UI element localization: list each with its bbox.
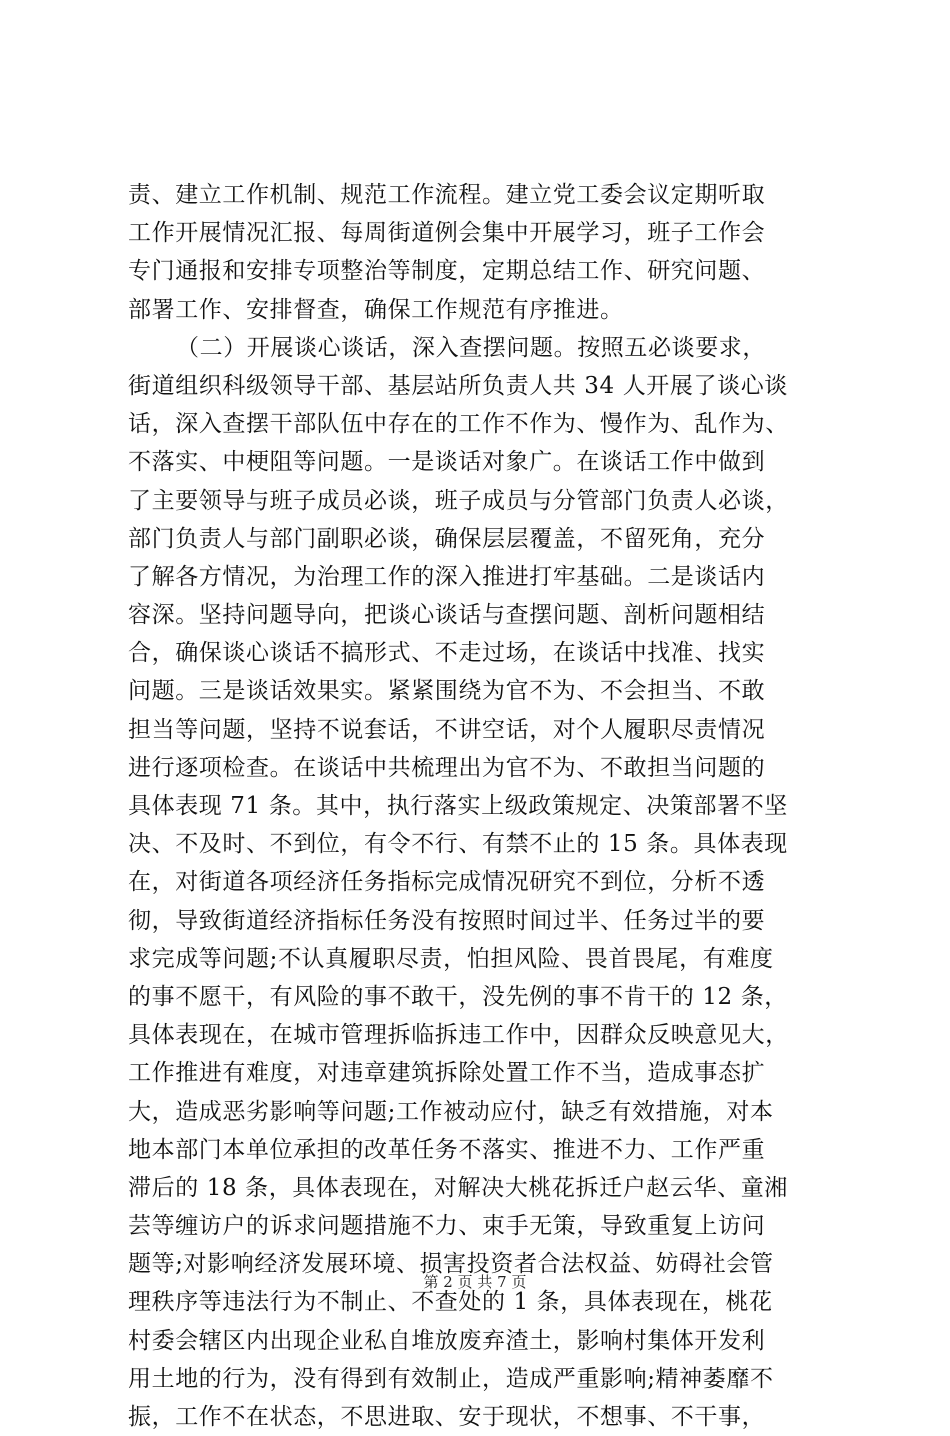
- text-line: 用土地的行为，没有得到有效制止，造成严重影响;精神萎靡不: [128, 1365, 774, 1392]
- text-line: 题等;对影响经济发展环境、损害投资者合法权益、妨碍社会管: [128, 1251, 774, 1278]
- text-line: 担当等问题，坚持不说套话，不讲空话，对个人履职尽责情况: [128, 716, 766, 743]
- text-line: 在，对街道各项经济任务指标完成情况研究不到位，分析不透: [128, 869, 766, 896]
- text-line: 具体表现在，在城市管理拆临拆违工作中，因群众反映意见大，: [128, 1022, 789, 1049]
- text-line: 部署工作、安排督查，确保工作规范有序推进。: [128, 296, 624, 323]
- text-line: 了主要领导与班子成员必谈，班子成员与分管部门负责人必谈，: [128, 487, 789, 514]
- text-line: 合，确保谈心谈话不搞形式、不走过场，在谈话中找准、找实: [128, 640, 766, 667]
- text-line: 街道组织科级领导干部、基层站所负责人共 34 人开展了谈心谈: [128, 372, 788, 399]
- text-line: 不落实、中梗阻等问题。一是谈话对象广。在谈话工作中做到: [128, 449, 766, 476]
- text-line: 工作开展情况汇报、每周街道例会集中开展学习，班子工作会: [128, 220, 766, 247]
- text-line: 求完成等问题;不认真履职尽责，怕担风险、畏首畏尾，有难度: [128, 945, 774, 972]
- text-line: 具体表现 71 条。其中，执行落实上级政策规定、决策部署不坚: [128, 793, 788, 819]
- text-line: 容深。坚持问题导向，把谈心谈话与查摆问题、剖析问题相结: [128, 602, 766, 629]
- text-line: 专门通报和安排专项整治等制度，定期总结工作、研究问题、: [128, 258, 766, 285]
- text-line: 问题。三是谈话效果实。紧紧围绕为官不为、不会担当、不敢: [128, 678, 766, 705]
- text-line: 话，深入查摆干部队伍中存在的工作不作为、慢作为、乱作为、: [128, 411, 789, 438]
- text-line: 决、不及时、不到位，有令不行、有禁不止的 15 条。具体表现: [128, 831, 788, 858]
- text-line: 村委会辖区内出现企业私自堆放废弃渣土，影响村集体开发利: [128, 1327, 766, 1354]
- text-line: 了解各方情况，为治理工作的深入推进打牢基础。二是谈话内: [128, 563, 766, 590]
- text-line: 理秩序等违法行为不制止、不查处的 1 条，具体表现在，桃花: [128, 1289, 773, 1316]
- text-line: 的事不愿干，有风险的事不敢干，没先例的事不肯干的 12 条，: [128, 983, 788, 1010]
- text-line: 责、建立工作机制、规范工作流程。建立党工委会议定期听取: [128, 182, 766, 208]
- body-text: [128, 176, 838, 1436]
- text-line: 部门负责人与部门副职必谈，确保层层覆盖，不留死角，充分: [128, 525, 766, 552]
- text-line: 工作推进有难度，对违章建筑拆除处置工作不当，造成事态扩: [128, 1060, 766, 1087]
- text-line: 振，工作不在状态，不思进取、安于现状，不想事、不干事，: [128, 1404, 766, 1430]
- text-line: （二）开展谈心谈话，深入查摆问题。按照五必谈要求，: [176, 334, 766, 361]
- text-line: 地本部门本单位承担的改革任务不落实、推进不力、工作严重: [128, 1136, 766, 1163]
- text-line: 进行逐项检查。在谈话中共梳理出为官不为、不敢担当问题的: [128, 754, 766, 781]
- page-number-footer: 第 2 页 共 7 页: [423, 1273, 527, 1291]
- text-line: 大，造成恶劣影响等问题;工作被动应付，缺乏有效措施，对本: [128, 1098, 774, 1125]
- text-line: 滞后的 18 条，具体表现在，对解决大桃花拆迁户赵云华、童湘: [128, 1174, 788, 1201]
- text-line: 芸等缠访户的诉求问题措施不力、束手无策，导致重复上访问: [128, 1213, 766, 1240]
- text-line: 彻，导致街道经济指标任务没有按照时间过半、任务过半的要: [128, 907, 766, 934]
